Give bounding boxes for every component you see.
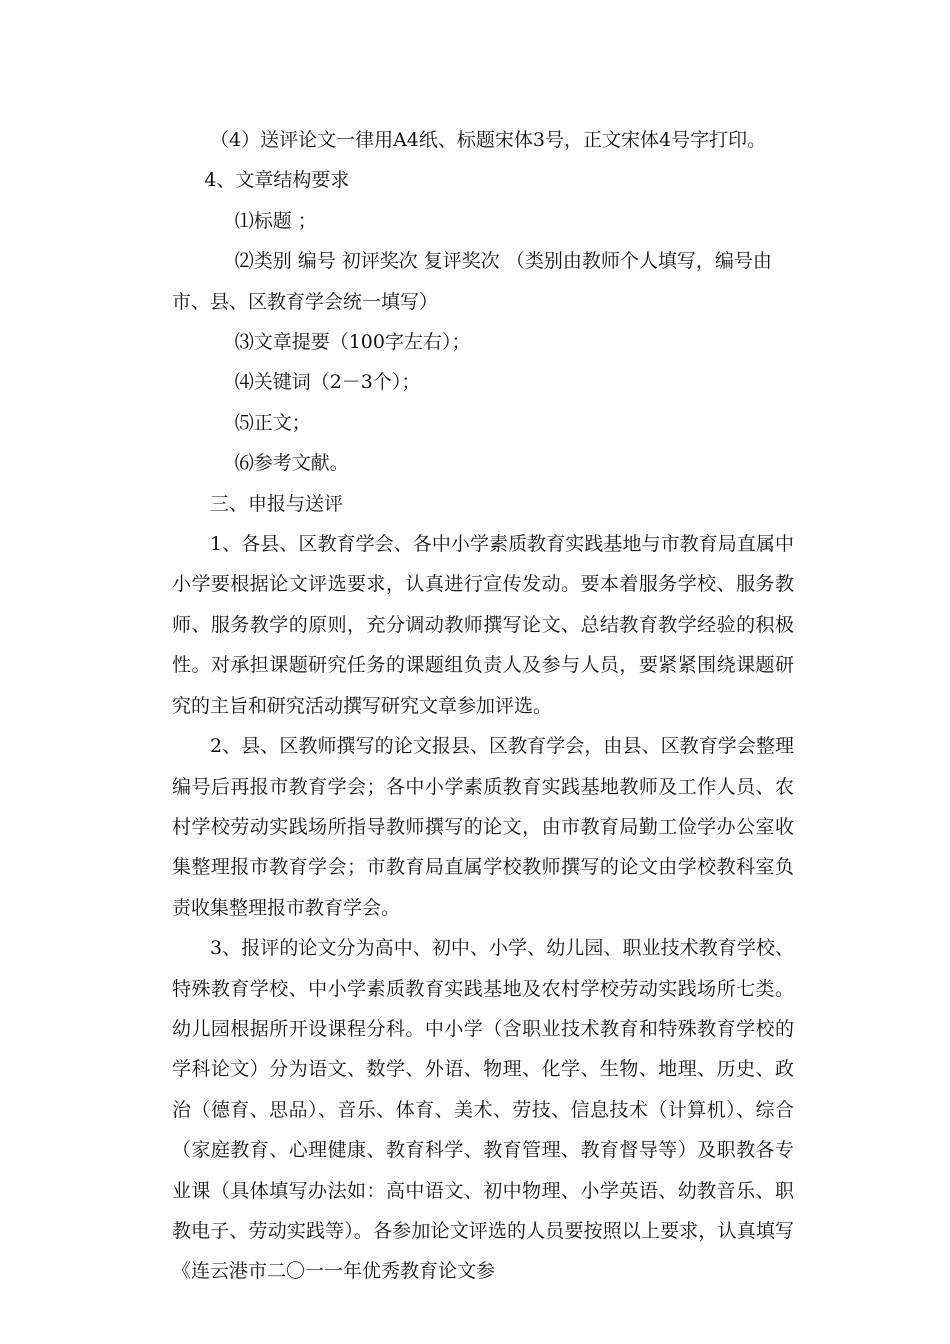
list-item-body-text: ⑸正文； — [234, 411, 311, 434]
heading-article-structure: 4、文章结构要求 — [204, 169, 350, 192]
paragraph-paper-format: （4）送评论文一律用A4纸、标题宋体3号，正文宋体4号字打印。 — [210, 129, 767, 151]
list-item-category: ⑵类别 编号 初评奖次 复评奖次 （类别由教师个人填写，编号由 — [234, 250, 772, 273]
paragraph-submission-2: 2、县、区教师撰写的论文报县、区教育学会，由县、区教育学会整理编号后再报市教育学会；各中小学素质教育实践基地教师及工作人员、农村学校劳动实践场所指导教师撰写的论文，由市教育局勤工俭学办公室收集整理报市教育学会；市教育局直属学校教师撰写的论文由学校教科室负责收集整理报市教育学会。 — [172, 735, 794, 919]
paragraph-submission-1: 1、各县、区教育学会、各中小学素质教育实践基地与市教育局直属中小学要根据论文评选要求，认真进行宣传发动。要本着服务学校、服务教师、服务教学的原则，充分调动教师撰写论文、总结教育教学经验的积极性。对承担课题研究任务的课题组负责人及参与人员，要紧紧围绕课题研究的主旨和研究活动撰写研究文章参加评选。 — [172, 533, 794, 717]
paragraph-submission-3: 3、报评的论文分为高中、初中、小学、幼儿园、职业技术教育学校、特殊教育学校、中小学素质教育实践基地及农村学校劳动实践场所七类。幼儿园根据所开设课程分科。中小学（含职业技术教育和特殊教育学校的学科论文）分为语文、数学、外语、物理、化学、生物、地理、历史、政治（德育、思品）、音乐、体育、美术、劳技、信息技术（计算机）、综合（家庭教育、心理健康、教育科学、教育管理、教育督导等）及职教各专业课（具体填写办法如：高中语文、初中物理、小学英语、幼教音乐、职教电子、劳动实践等）。各参加论文评选的人员要按照以上要求，认真填写《连云港市二〇一一年优秀教育论文参 — [172, 937, 794, 1283]
list-item-title: ⑴标题 ； — [234, 209, 317, 232]
list-item-category-continued: 市、县、区教育学会统一填写） — [172, 290, 439, 313]
section-heading-submission: 三、申报与送评 — [210, 492, 344, 515]
document-body — [172, 120, 794, 1292]
list-item-abstract: ⑶文章提要（100字左右）； — [234, 331, 471, 354]
list-item-keywords: ⑷关键词（2－3个）； — [234, 371, 421, 394]
list-item-references: ⑹参考文献。 — [234, 452, 349, 475]
